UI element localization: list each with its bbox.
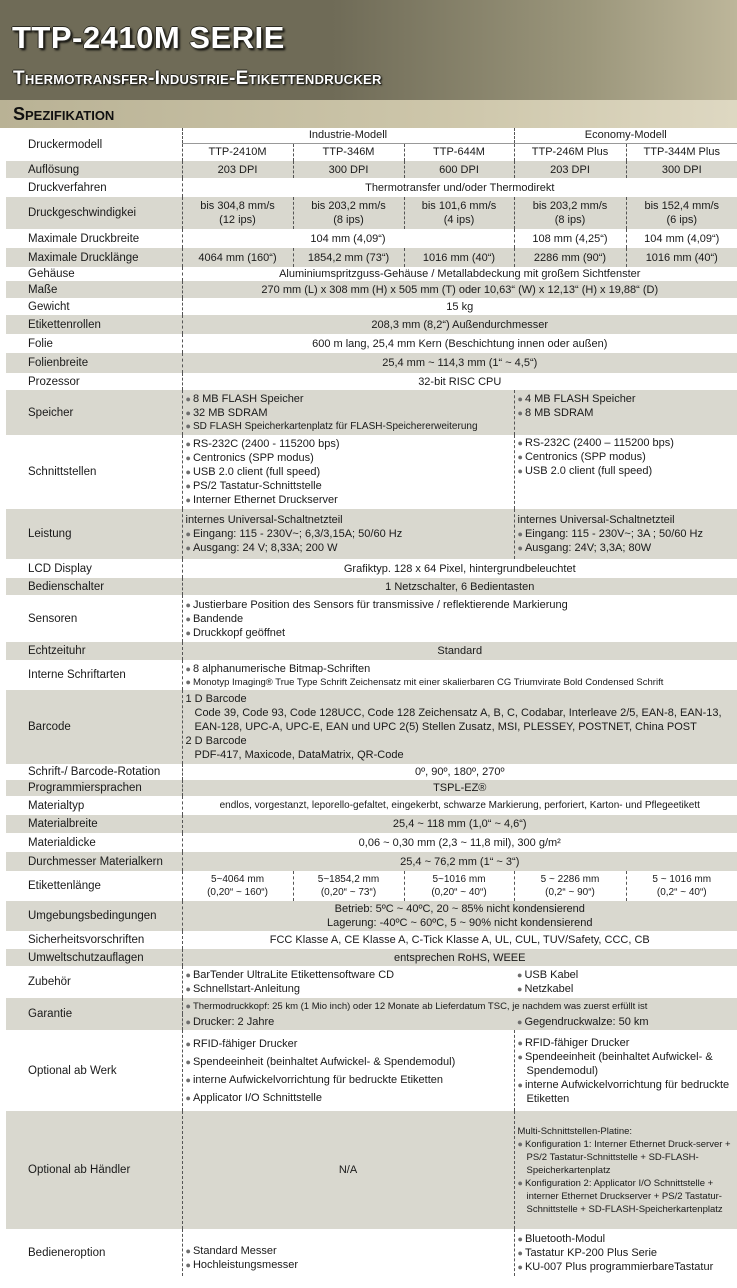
cell-value: 4064 mm (160“) [182,248,293,267]
list-item: ● Spendeeinheit (beinhaltet Aufwickel- & Spendemodul) [186,1053,511,1071]
list-item: ● USB Kabel [517,968,734,982]
cell-value: endlos, vorgestanzt, leporello-gefaltet, eingekerbt, schwarze Markierung, perforiert, Karton- und Pflegeetikett [182,796,737,815]
cell-list [182,998,737,1014]
label-bedieneroption: Bedieneroption [6,1229,182,1276]
label-sensoren: Sensoren [6,595,182,642]
list-item: ● interne Aufwickelvorrichtung für bedruckte Etiketten [186,1071,511,1089]
list-item: ● RS-232C (2400 – 115200 bps) [518,436,735,450]
speed-value: bis 203,2 mm/s [311,200,386,212]
list-item: ● USB 2.0 client (full speed) [186,465,511,479]
cell-value [514,197,626,229]
group-industrie: Industrie-Modell [182,128,514,143]
list-item: ● interne Aufwickelvorrichtung für bedruckte Etiketten [518,1078,735,1106]
cell-list [514,966,737,998]
group-economy: Economy-Modell [514,128,737,143]
list-item: ● 8 MB SDRAM [518,406,735,420]
length-inch: (0,2“ ~ 90“) [545,887,595,898]
cell-value: 300 DPI [626,161,737,178]
row-schnittstellen [6,435,737,509]
list [186,527,511,555]
label-masse: Maße [6,281,182,298]
list-item: ● Ausgang: 24 V; 8,33A; 200 W [186,541,511,555]
barcode-line: EAN-128, UPC-A, UPC-E, EAN und UPC 2(5) Stellen Zusatz, MSI, PLESSEY, POSTNET, China POST [194,721,697,733]
list-item: ● Applicator I/O Schnittstelle [186,1089,511,1107]
cell-value [182,197,293,229]
row-lcd [6,559,737,578]
row-prozessor [6,373,737,390]
label-druckverfahren: Druckverfahren [6,178,182,197]
label-sicherheit: Sicherheitsvorschriften [6,931,182,949]
list-item: ● RFID-fähiger Drucker [518,1036,735,1050]
label-druckermodell: Druckermodell [6,128,182,161]
cell-value [293,871,404,901]
label-druckbreite: Maximale Druckbreite [6,229,182,248]
cell-list [182,595,737,642]
list-item: ● Thermodruckkopf: 25 km (1 Mio inch) oder 12 Monate ab Lieferdatum TSC, je nachdem was zuerst erfüllt ist [186,1000,735,1013]
cell-value: 104 mm (4,09“) [182,229,514,248]
label-rotation: Schrift-/ Barcode-Rotation [6,764,182,780]
cell-list [182,390,514,435]
cell-list [514,435,737,509]
label-folienbreite: Folienbreite [6,353,182,373]
list [518,1138,735,1216]
cell-list [514,1030,737,1111]
row-barcode [6,690,737,764]
row-gehaeuse [6,267,737,281]
length-mm: 5 ~ 1016 mm [652,874,712,885]
spec-table [6,128,737,1276]
row-umweltschutz [6,949,737,966]
cell-value: 203 DPI [182,161,293,178]
cell-value: N/A [182,1111,514,1229]
row-zubehoer [6,966,737,998]
list-item: ● Netzkabel [517,982,734,996]
cell-value: 1016 mm (40“) [626,248,737,267]
length-mm: 5~4064 mm [210,874,265,885]
row-druckbreite [6,229,737,248]
length-mm: 5 ~ 2286 mm [540,874,600,885]
list-item: ● Schnellstart-Anleitung [186,982,512,996]
speed-ips: (6 ips) [666,214,698,226]
cell-value: Aluminiumspritzguss-Gehäuse / Metallabdeckung mit großem Sichtfenster [182,267,737,281]
row-sensoren [6,595,737,642]
list-item: ● Druckkopf geöffnet [186,626,735,640]
cell-value: 203 DPI [514,161,626,178]
cell-value: Grafiktyp. 128 x 64 Pixel, hintergrundbeleuchtet [182,559,737,578]
row-aufloesung [6,161,737,178]
row-rotation [6,764,737,780]
list-item: ● RS-232C (2400 - 115200 bps) [186,437,511,451]
list-item: ● 8 alphanumerische Bitmap-Schriften [186,662,735,676]
row-model-groups [6,128,737,143]
cell-value [182,871,293,901]
page-title: TTP-2410M SERIE [12,20,285,55]
list-item: ● 8 MB FLASH Speicher [186,392,511,406]
label-etikettenrollen: Etikettenrollen [6,315,182,334]
label-materialdicke: Materialdicke [6,833,182,852]
cell-list [514,509,737,559]
speed-value: bis 304,8 mm/s [200,200,275,212]
model-name: TTP-344M Plus [626,143,737,161]
list-item: ● Eingang: 115 - 230V~; 3A ; 50/60 Hz [518,527,735,541]
list [518,527,735,555]
label-druckgeschwindigkeit: Druckgeschwindigkei [6,197,182,229]
row-druckverfahren [6,178,737,197]
row-drucklaenge [6,248,737,267]
speed-ips: (8 ips) [333,214,364,226]
row-bedienschalter [6,578,737,595]
label-optional-haendler: Optional ab Händler [6,1111,182,1229]
list-item: ● Monotyp Imaging® True Type Schrift Zeichensatz mit einer skalierbaren CG Triumvirate Bold Condensed Schrift [186,676,735,689]
env-line: Lagerung: -40ºC ~ 60ºC, 5 ~ 90% nicht kondensierend [327,917,593,929]
barcode-heading: 2 D Barcode [185,735,247,747]
label-materialtyp: Materialtyp [6,796,182,815]
label-garantie: Garantie [6,998,182,1030]
cell-value [626,197,737,229]
cell-value: Thermotransfer und/oder Thermodirekt [182,178,737,197]
row-sicherheit [6,931,737,949]
cell-list [182,509,514,559]
speed-ips: (4 ips) [443,214,475,226]
row-bedieneroption [6,1229,737,1276]
list-item: ● SD FLASH Speicherkartenplatz für FLASH-Speichererweiterung [186,420,511,433]
barcode-line: PDF-417, Maxicode, DataMatrix, QR-Code [194,749,404,761]
list-item: ● Drucker: 2 Jahre [186,1015,512,1029]
row-folienbreite [6,353,737,373]
label-bedienschalter: Bedienschalter [6,578,182,595]
row-gewicht [6,298,737,315]
cell-list [182,1229,514,1276]
length-mm: 5~1016 mm [432,874,486,885]
label-sprachen: Programmiersprachen [6,780,182,796]
row-etikettenrollen [6,315,737,334]
page-subtitle: Thermotransfer-Industrie-Etikettendrucker [13,68,382,89]
cell-list [182,660,737,690]
cell-value [404,197,514,229]
cell-value [626,871,737,901]
label-leistung: Leistung [6,509,182,559]
cell-value: 108 mm (4,25“) [514,229,626,248]
label-speicher: Speicher [6,390,182,435]
cell-list [514,1014,737,1030]
cell-list [514,1229,737,1276]
row-folie [6,334,737,353]
list-item: ● Bluetooth-Modul [518,1232,735,1246]
label-gewicht: Gewicht [6,298,182,315]
list-head: internes Universal-Schaltnetzteil [517,514,675,526]
speed-ips: (8 ips) [554,214,586,226]
cell-value: 0,06 ~ 0,30 mm (2,3 ~ 11,8 mil), 300 g/m² [182,833,737,852]
list-item: ● Eingang: 115 - 230V~; 6,3/3,15A; 50/60 Hz [186,527,511,541]
row-optional-werk [6,1030,737,1111]
row-schriftarten [6,660,737,690]
cell-value [182,901,737,931]
list-head: Multi-Schnittstellen-Platine: [517,1125,633,1137]
length-inch: (0,20“ ~ 160“) [207,887,268,898]
cell-list [182,435,514,509]
row-speicher [6,390,737,435]
row-materialbreite [6,815,737,833]
model-name: TTP-246M Plus [514,143,626,161]
cell-list [182,1030,514,1111]
cell-value: 2286 mm (90“) [514,248,626,267]
list-item: ● Konfiguration 1: Interner Ethernet Druck-server + PS/2 Tastatur-Schnittstelle + SD-FLASH-Speicherkartenplatz [518,1138,735,1177]
list-item: ● Gegendruckwalze: 50 km [517,1015,734,1029]
list-item: ● RFID-fähiger Drucker [186,1035,511,1053]
label-lcd: LCD Display [6,559,182,578]
row-materialtyp [6,796,737,815]
label-barcode: Barcode [6,690,182,764]
section-title: Spezifikation [13,104,115,124]
row-masse [6,281,737,298]
speed-value: bis 101,6 mm/s [421,200,497,212]
list-item: ● Konfiguration 2: Applicator I/O Schnittstelle + interner Ethernet Druckserver + PS/2 Tastatur-Schnittstelle + SD-FLASH-Speicherkartenplatz [518,1177,735,1216]
list-item: ● Justierbare Position des Sensors für transmissive / reflektierende Markierung [186,598,735,612]
list-item: ● USB 2.0 client (full speed) [518,464,735,478]
list-item: ● Centronics (SPP modus) [518,450,735,464]
barcode-heading: 1 D Barcode [185,693,247,705]
speed-value: bis 152,4 mm/s [644,200,720,212]
barcode-line: Code 39, Code 93, Code 128UCC, Code 128 Zeichensatz A, B, C, Codabar, Interleave 2/5, EAN-8, EAN-13, [194,707,722,719]
row-etikettenlaenge [6,871,737,901]
cell-value: 25,4 mm ~ 114,3 mm (1“ ~ 4,5“) [182,353,737,373]
label-umweltschutz: Umweltschutzauflagen [6,949,182,966]
env-line: Betrieb: 5ºC ~ 40ºC, 20 ~ 85% nicht kondensierend [334,903,585,915]
cell-list [182,966,514,998]
list-item: ● Interner Ethernet Druckserver [186,493,511,507]
row-leistung [6,509,737,559]
row-sprachen [6,780,737,796]
cell-value [404,871,514,901]
model-name: TTP-644M [404,143,514,161]
row-echtzeituhr [6,642,737,660]
label-zubehoer: Zubehör [6,966,182,998]
list-item: ● Bandende [186,612,735,626]
cell-value: 15 kg [182,298,737,315]
length-inch: (0,20“ ~ 40“) [431,887,487,898]
speed-ips: (12 ips) [219,214,256,226]
length-inch: (0,20“ ~ 73“) [320,887,377,898]
model-name: TTP-346M [293,143,404,161]
label-etikettenlaenge: Etikettenlänge [6,871,182,901]
cell-value: Standard [182,642,737,660]
cell-value: 25,4 ~ 76,2 mm (1“ ~ 3“) [182,852,737,871]
cell-list [514,390,737,435]
cell-value: 32-bit RISC CPU [182,373,737,390]
list-item: ● Spendeeinheit (beinhaltet Aufwickel- & Spendemodul) [518,1050,735,1078]
cell-value: 25,4 ~ 118 mm (1,0“ ~ 4,6“) [182,815,737,833]
label-schriftarten: Interne Schriftarten [6,660,182,690]
cell-value: 1 Netzschalter, 6 Bedientasten [182,578,737,595]
cell-value: FCC Klasse A, CE Klasse A, C-Tick Klasse A, UL, CUL, TUV/Safety, CCC, CB [182,931,737,949]
label-schnittstellen: Schnittstellen [6,435,182,509]
label-aufloesung: Auflösung [6,161,182,178]
list-item: ● Ausgang: 24V; 3,3A; 80W [518,541,735,555]
cell-value [514,871,626,901]
label-optional-werk: Optional ab Werk [6,1030,182,1111]
row-druckgeschwindigkeit [6,197,737,229]
label-echtzeituhr: Echtzeituhr [6,642,182,660]
label-materialkern: Durchmesser Materialkern [6,852,182,871]
list-item: ● PS/2 Tastatur-Schnittstelle [186,479,511,493]
label-materialbreite: Materialbreite [6,815,182,833]
cell-value: TSPL-EZ® [182,780,737,796]
label-drucklaenge: Maximale Drucklänge [6,248,182,267]
model-name: TTP-2410M [182,143,293,161]
row-garantie-top [6,998,737,1014]
list-item: ● Tastatur KP-200 Plus Serie [518,1246,735,1260]
cell-list [182,1014,514,1030]
list-item: ● 32 MB SDRAM [186,406,511,420]
cell-value: 300 DPI [293,161,404,178]
length-inch: (0,2“ ~ 40“) [656,887,707,898]
cell-value: 1016 mm (40“) [404,248,514,267]
list-item: ● Centronics (SPP modus) [186,451,511,465]
cell-value: 0º, 90º, 180º, 270º [182,764,737,780]
label-gehaeuse: Gehäuse [6,267,182,281]
speed-value: bis 203,2 mm/s [532,200,608,212]
cell-value: entsprechen RoHS, WEEE [182,949,737,966]
row-optional-haendler [6,1111,737,1229]
cell-list [182,690,737,764]
list-item: ● KU-007 Plus programmierbareTastatur [518,1260,735,1274]
spec-table-wrap [6,128,737,1276]
label-folie: Folie [6,334,182,353]
label-prozessor: Prozessor [6,373,182,390]
row-umgebung [6,901,737,931]
cell-value: 270 mm (L) x 308 mm (H) x 505 mm (T) oder 10,63“ (W) x 12,13“ (H) x 19,88“ (D) [182,281,737,298]
cell-value: 600 m lang, 25,4 mm Kern (Beschichtung innen oder außen) [182,334,737,353]
list-item: ● Standard Messer [186,1244,511,1258]
length-mm: 5~1854,2 mm [317,874,380,885]
cell-value: 104 mm (4,09“) [626,229,737,248]
cell-value: 1854,2 mm (73“) [293,248,404,267]
list-item: ● Hochleistungsmesser [186,1258,511,1272]
list-head: internes Universal-Schaltnetzteil [185,514,343,526]
row-materialdicke [6,833,737,852]
cell-value: 600 DPI [404,161,514,178]
list-item: ● BarTender UltraLite Etikettensoftware CD [186,968,512,982]
cell-value: 208,3 mm (8,2“) Außendurchmesser [182,315,737,334]
cell-value [293,197,404,229]
row-materialkern [6,852,737,871]
label-umgebung: Umgebungsbedingungen [6,901,182,931]
list-item: ● 4 MB FLASH Speicher [518,392,735,406]
cell-list [514,1111,737,1229]
